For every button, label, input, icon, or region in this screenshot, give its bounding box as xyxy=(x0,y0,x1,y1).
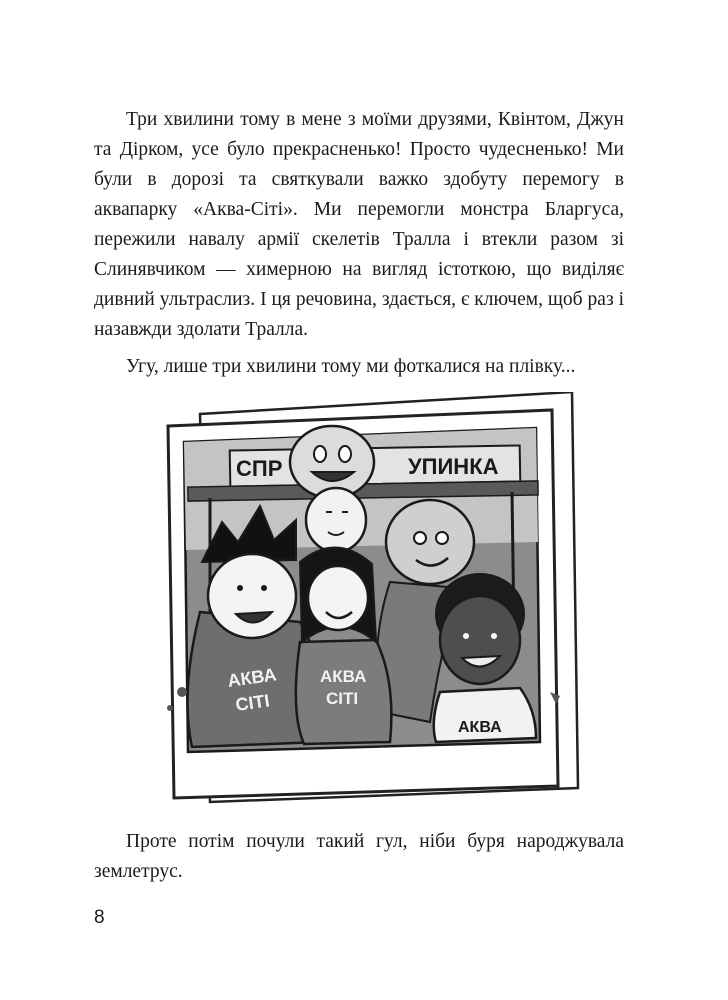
page-number: 8 xyxy=(94,907,105,928)
sign-text-right: УПИНКА xyxy=(408,454,499,479)
shirt-text-left-top: АКВА xyxy=(226,664,278,692)
shirt-text-right: АКВА xyxy=(458,719,502,736)
kid-back xyxy=(306,488,366,552)
shirt-text-left-bottom: СІТІ xyxy=(234,690,271,716)
paragraph-photo: Угу, лише три хвилини тому ми фоткалися на плівку... xyxy=(126,356,576,377)
sign-text-left: СПР xyxy=(236,456,283,481)
paragraph-rumble: Проте потім почули такий гул, ніби буря народжувала землетрус. xyxy=(94,831,624,882)
polaroid-illustration xyxy=(140,392,580,806)
shirt-text-middle-top: АКВА xyxy=(320,667,367,686)
paragraph-intro: Три хвилини тому в мене з моїми друзями, Квінтом, Джун та Дірком, усе було прекрасненько! Просто чудесненько! Ми були в дорозі та святкували важко здобуту перемогу в аквапарку «Аква-Сіті». Ми перемогли монстра Бларгуса, пережили навалу армії скелетів Тралла і втекли разом зі Слинявчиком — химерною на вигляд істоткою, що виділяє дивний ультраслиз. І ця речовина, здається, є ключем, щоб раз і назавжди здолати Тралла. xyxy=(94,109,624,340)
shirt-text-middle-bottom: СІТІ xyxy=(326,689,359,708)
